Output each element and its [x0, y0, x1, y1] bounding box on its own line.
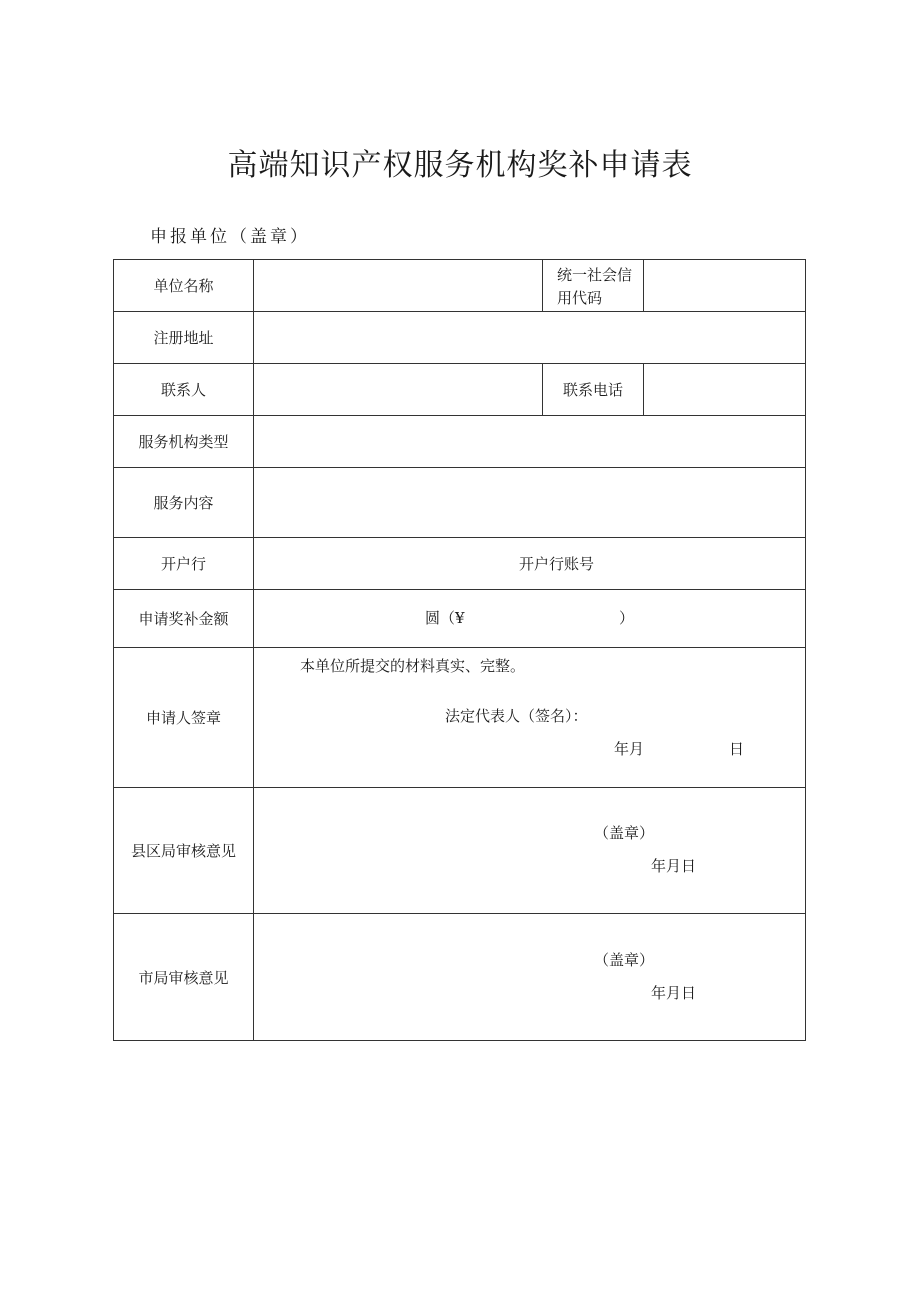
county-review-label: 县区局审核意见	[130, 842, 236, 860]
county-seal: （盖章）	[594, 824, 655, 842]
city-date: 年月日	[651, 984, 697, 1002]
declaration-text: 本单位所提交的材料真实、完整。	[300, 657, 526, 675]
phone-label: 联系电话	[562, 380, 623, 399]
application-form-table	[113, 259, 806, 1041]
amount-close-paren: ）	[619, 609, 635, 627]
reg-address-field[interactable]	[254, 312, 804, 363]
credit-code-field[interactable]	[644, 260, 804, 311]
column-divider	[542, 260, 543, 311]
unit-name-label: 单位名称	[153, 277, 214, 295]
page-title: 高端知识产权服务机构奖补申请表	[227, 148, 693, 183]
org-type-label: 服务机构类型	[138, 433, 229, 451]
amount-label: 申请奖补金额	[138, 610, 229, 628]
reg-address-label: 注册地址	[153, 329, 214, 347]
city-seal: （盖章）	[594, 951, 655, 969]
phone-field[interactable]	[644, 364, 804, 415]
service-content-label: 服务内容	[153, 494, 214, 512]
service-content-field[interactable]	[254, 468, 804, 537]
city-review-label: 市局审核意见	[138, 968, 229, 987]
credit-code-label-line1: 统一社会信	[557, 266, 633, 284]
unit-name-field[interactable]	[254, 260, 542, 311]
bank-account-label: 开户行账号	[519, 555, 595, 573]
applicant-unit-label: 申报单位（盖章）	[150, 227, 310, 247]
bank-label: 开户行	[160, 555, 206, 573]
org-type-field[interactable]	[254, 416, 804, 467]
signature-label: 申请人签章	[145, 709, 221, 727]
county-date: 年月日	[651, 857, 697, 875]
signature-year-month: 年月	[614, 740, 645, 758]
amount-unit: 圆（¥	[425, 609, 465, 627]
credit-code-label-line2: 用代码	[557, 289, 603, 307]
contact-label: 联系人	[160, 381, 206, 399]
signature-day: 日	[729, 740, 745, 758]
contact-field[interactable]	[254, 364, 542, 415]
legal-rep-signature: 法定代表人（签名）：	[445, 707, 588, 725]
